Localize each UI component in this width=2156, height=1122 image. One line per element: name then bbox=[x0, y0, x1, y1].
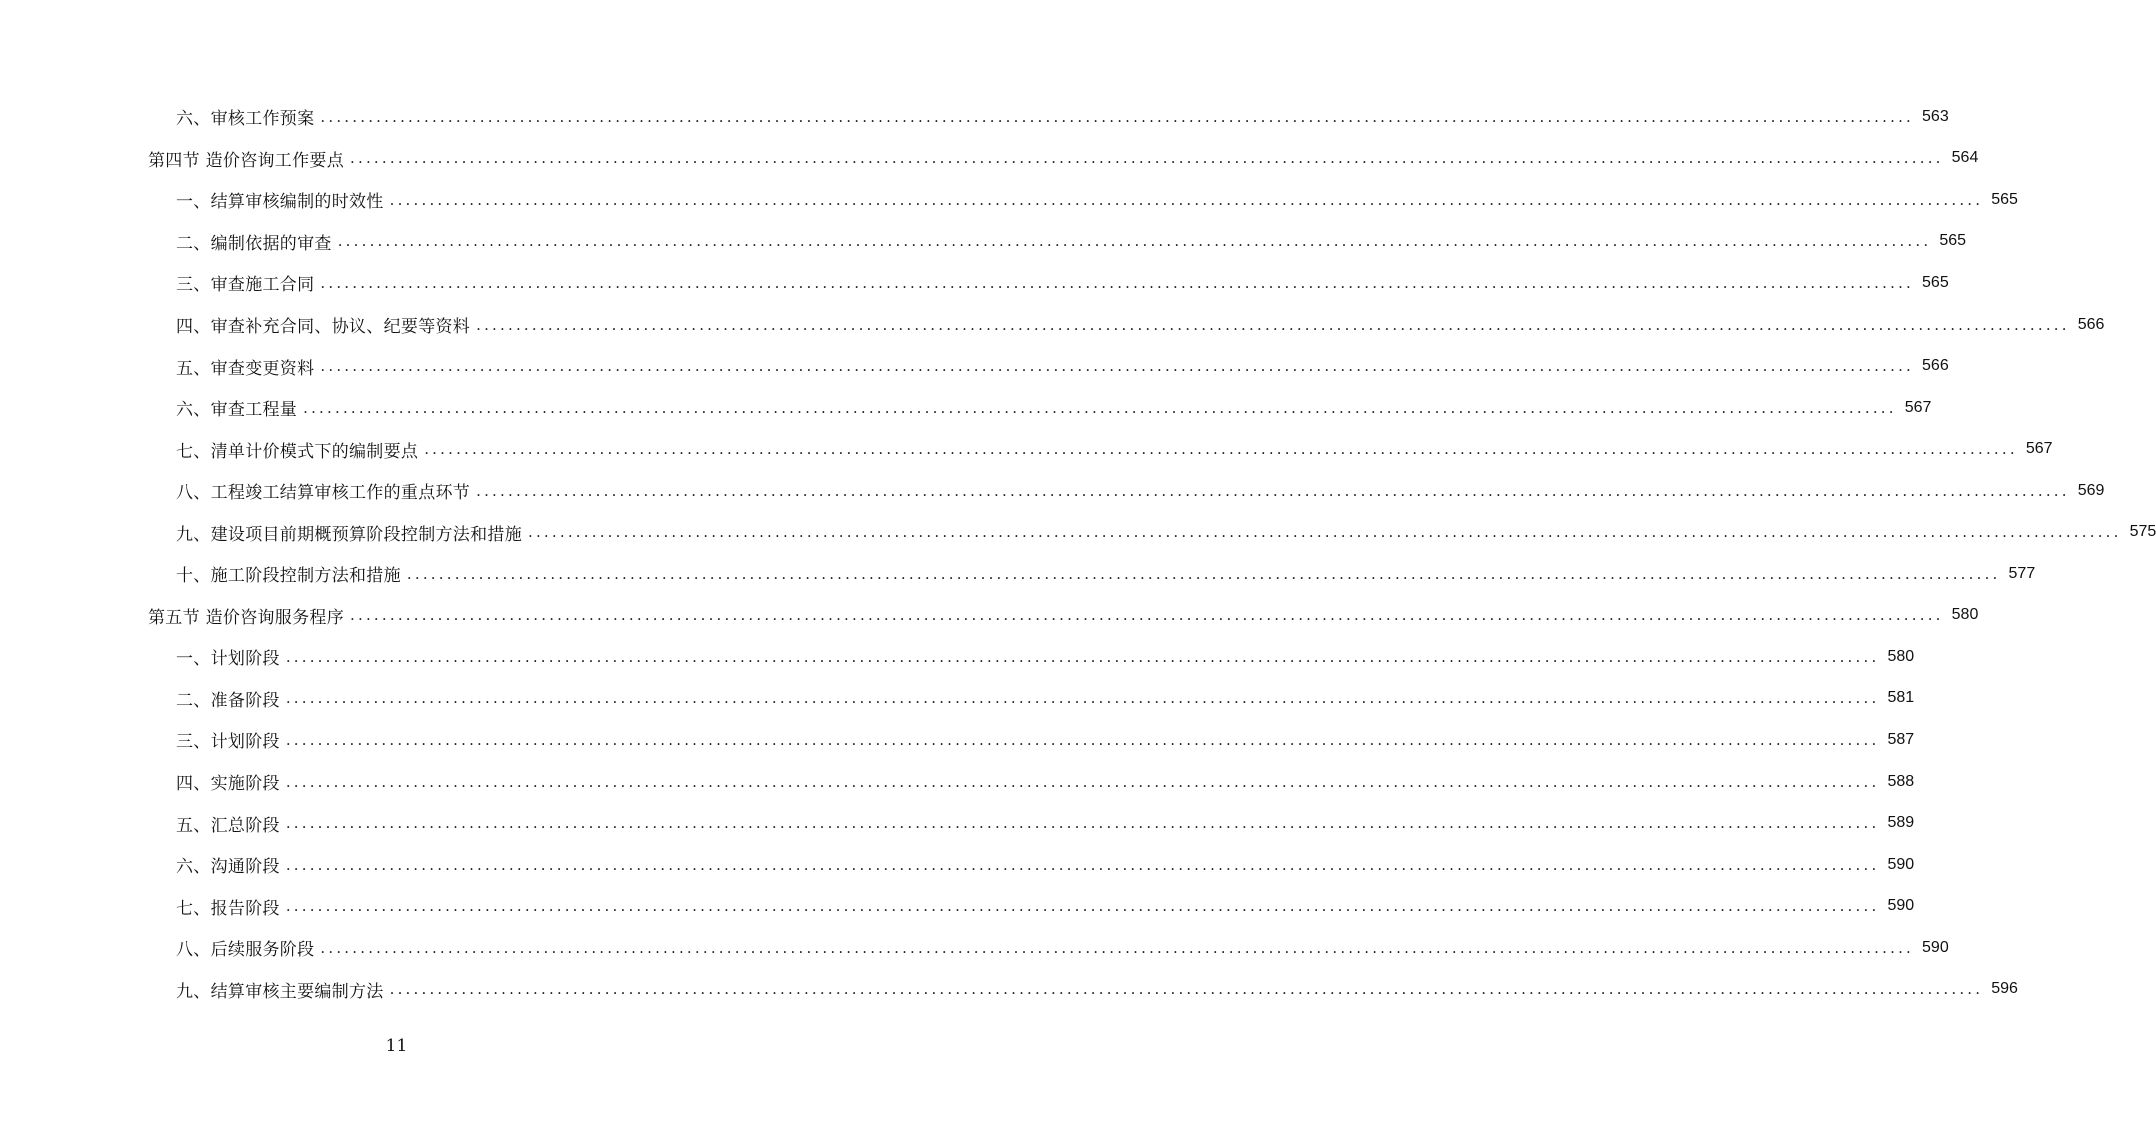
toc-leader-dots: ........................................................................................................................................................................................................ bbox=[320, 273, 1915, 292]
toc-entry-title: 六、审查工程量 bbox=[176, 400, 298, 421]
toc-entry-title: 七、清单计价模式下的编制要点 bbox=[176, 441, 419, 462]
toc-entry[interactable] bbox=[0, 968, 2018, 1010]
toc-entry-title: 第五节 造价咨询服务程序 bbox=[148, 607, 345, 628]
toc-entry[interactable] bbox=[0, 221, 1967, 263]
toc-leader-dots: ........................................................................................................................................................................................................ bbox=[389, 190, 1984, 209]
toc-entry-page: 563 bbox=[1922, 107, 1949, 125]
toc-leader-dots: ........................................................................................................................................................................................................ bbox=[320, 107, 1915, 126]
toc-entry[interactable] bbox=[0, 553, 2036, 595]
toc-entry-page: 566 bbox=[1922, 357, 1949, 375]
toc-leader-dots: ........................................................................................................................................................................................................ bbox=[285, 647, 1880, 666]
toc-entry-title: 一、结算审核编制的时效性 bbox=[176, 192, 384, 213]
toc-entry[interactable] bbox=[0, 428, 2053, 470]
toc-entry[interactable] bbox=[0, 304, 2105, 346]
toc-leader-dots: ........................................................................................................................................................................................................ bbox=[285, 689, 1880, 708]
toc-entry-title: 五、汇总阶段 bbox=[176, 815, 280, 836]
toc-entry[interactable] bbox=[0, 262, 1949, 304]
toc-entry-page: 564 bbox=[1951, 149, 1979, 167]
toc-entry[interactable] bbox=[0, 636, 1915, 678]
toc-leader-dots: ........................................................................................................................................................................................................ bbox=[406, 564, 2001, 583]
toc-entry-page: 577 bbox=[2008, 564, 2036, 582]
toc-leader-dots: ........................................................................................................................................................................................................ bbox=[476, 481, 2070, 500]
toc-entry-title: 三、审查施工合同 bbox=[176, 275, 315, 296]
toc-leader-dots: ........................................................................................................................................................................................................ bbox=[303, 398, 1897, 417]
toc-entry-title: 八、后续服务阶段 bbox=[176, 940, 315, 961]
toc-entry-title: 第四节 造价咨询工作要点 bbox=[148, 150, 345, 171]
toc-leader-dots: ........................................................................................................................................................................................................ bbox=[320, 938, 1915, 957]
toc-entry-title: 六、审核工作预案 bbox=[176, 109, 315, 130]
toc-entry[interactable] bbox=[0, 345, 1949, 387]
toc-entry[interactable] bbox=[0, 96, 1949, 138]
toc-leader-dots: ........................................................................................................................................................................................................ bbox=[285, 814, 1880, 833]
toc-leader-dots: ........................................................................................................................................................................................................ bbox=[285, 730, 1880, 749]
toc-entry[interactable] bbox=[0, 470, 2105, 512]
toc-entry-title: 六、沟通阶段 bbox=[176, 857, 280, 878]
toc-entry[interactable] bbox=[0, 719, 1915, 761]
toc-leader-dots: ........................................................................................................................................................................................................ bbox=[350, 149, 1944, 168]
toc-leader-dots: ........................................................................................................................................................................................................ bbox=[389, 980, 1984, 999]
toc-entry-page: 567 bbox=[2025, 440, 2053, 458]
toc-leader-dots: ........................................................................................................................................................................................................ bbox=[320, 357, 1915, 376]
toc-entry-page: 588 bbox=[1887, 772, 1915, 790]
toc-leader-dots: ........................................................................................................................................................................................................ bbox=[476, 315, 2070, 334]
toc-entry[interactable] bbox=[0, 885, 1915, 927]
toc-entry-page: 587 bbox=[1887, 730, 1915, 748]
toc-entry-title: 七、报告阶段 bbox=[176, 898, 280, 919]
toc-entry[interactable] bbox=[0, 138, 1979, 180]
toc-leader-dots: ........................................................................................................................................................................................................ bbox=[285, 897, 1880, 916]
toc-leader-dots: ........................................................................................................................................................................................................ bbox=[285, 855, 1880, 874]
toc-entry-page: 567 bbox=[1904, 398, 1932, 416]
toc-entry[interactable] bbox=[0, 761, 1915, 803]
toc-entry-title: 八、工程竣工结算审核工作的重点环节 bbox=[176, 483, 471, 504]
toc-entry-title: 四、实施阶段 bbox=[176, 774, 280, 795]
toc-entry-page: 580 bbox=[1887, 647, 1915, 665]
toc-entry-title: 二、准备阶段 bbox=[176, 690, 280, 711]
toc-entry-page: 590 bbox=[1922, 938, 1949, 956]
toc-entry-title: 五、审查变更资料 bbox=[176, 358, 315, 379]
toc-entry-page: 589 bbox=[1887, 814, 1915, 832]
toc-leader-dots: ........................................................................................................................................................................................................ bbox=[350, 606, 1944, 625]
toc-leader-dots: ........................................................................................................................................................................................................ bbox=[285, 772, 1880, 791]
toc-entry[interactable] bbox=[0, 927, 1949, 969]
toc-entry[interactable] bbox=[0, 595, 1979, 637]
toc-entry-title: 三、计划阶段 bbox=[176, 732, 280, 753]
toc-entry-title: 十、施工阶段控制方法和措施 bbox=[176, 566, 401, 587]
toc-entry-page: 581 bbox=[1887, 689, 1915, 707]
toc-entry[interactable] bbox=[0, 511, 2156, 553]
toc-entry[interactable] bbox=[0, 179, 2018, 221]
toc-entry-title: 九、结算审核主要编制方法 bbox=[176, 981, 384, 1002]
toc-entry[interactable] bbox=[0, 844, 1915, 886]
toc-entry[interactable] bbox=[0, 387, 1932, 429]
toc-entry-title: 二、编制依据的审查 bbox=[176, 233, 332, 254]
toc-entry-page: 565 bbox=[1922, 273, 1949, 291]
toc-entry-page: 569 bbox=[2077, 481, 2105, 499]
toc-entry-page: 596 bbox=[1991, 980, 2018, 998]
toc-entry[interactable] bbox=[0, 802, 1915, 844]
toc-entry-page: 565 bbox=[1991, 190, 2018, 208]
toc-entry[interactable] bbox=[0, 678, 1915, 720]
toc-entry-page: 590 bbox=[1887, 855, 1915, 873]
toc-leader-dots: ........................................................................................................................................................................................................ bbox=[528, 523, 2122, 542]
toc-leader-dots: ........................................................................................................................................................................................................ bbox=[337, 232, 1932, 251]
toc-entry-page: 575 bbox=[2129, 523, 2156, 541]
toc-entry-page: 580 bbox=[1951, 606, 1979, 624]
toc-entry-title: 四、审查补充合同、协议、纪要等资料 bbox=[176, 317, 471, 337]
toc-entry-title: 九、建设项目前期概预算阶段控制方法和措施 bbox=[176, 524, 522, 545]
table-of-contents bbox=[0, 96, 2156, 1010]
toc-leader-dots: ........................................................................................................................................................................................................ bbox=[424, 440, 2018, 459]
toc-entry-title: 一、计划阶段 bbox=[176, 649, 280, 670]
toc-entry-page: 590 bbox=[1887, 897, 1915, 915]
page-number: 11 bbox=[385, 1036, 408, 1056]
toc-entry-page: 565 bbox=[1939, 232, 1967, 250]
toc-entry-page: 566 bbox=[2077, 315, 2105, 333]
